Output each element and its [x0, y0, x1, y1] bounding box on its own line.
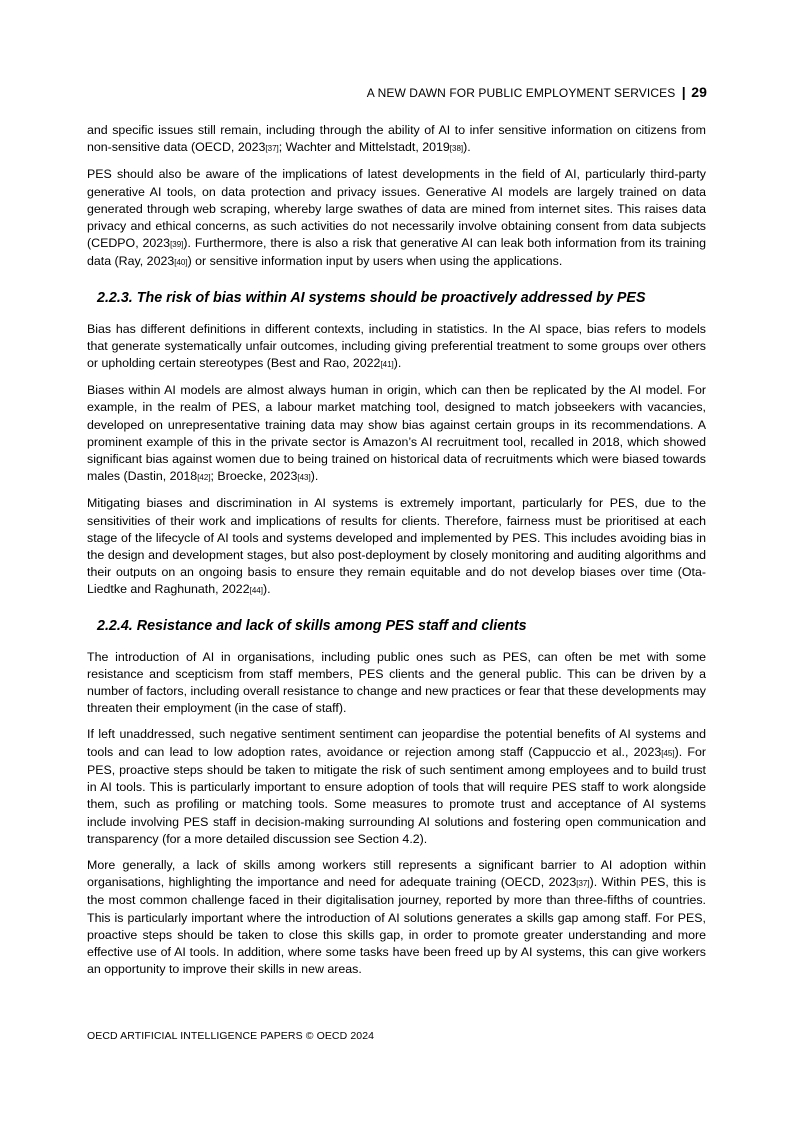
paragraph-4: [87, 382, 706, 486]
paragraph-8: [87, 857, 706, 978]
paragraph-1: [87, 122, 706, 157]
paragraph-5: [87, 495, 706, 599]
citation-ref: [42]: [197, 473, 211, 483]
paragraph-text: The introduction of AI in organisations, including public ones such as PES, can often be met with some resistance and scepticism from staff members, PES clients and the general public. This can be driven by a number of factors, including overall resistance to change and new practices or fear that these developments may threaten their employment (in the case of staff).: [87, 649, 706, 716]
citation-ref: [43]: [297, 473, 311, 483]
citation-ref: [38]: [449, 144, 464, 154]
citation-ref: [45]: [661, 748, 675, 758]
page-number: 29: [691, 84, 707, 100]
paragraph-text: ) or sensitive information input by users when using the applications.: [187, 254, 563, 269]
paragraph-text: ). Furthermore, there is also a risk that generative AI can leak both information from its training data (Ray, 2023: [87, 236, 706, 269]
paragraph-text: ).: [262, 582, 271, 597]
paragraph-text: ).: [393, 356, 402, 371]
paragraph-text: PES should also be aware of the implications of latest developments in the field of AI, particularly third-party generative AI tools, on data protection and privacy issues. Generative AI models are largely trained on data generated through web scraping, whereby large swathes of data are mined from internet sites. This raises data privacy and ethical concerns, as such activities do not necessarily involve obtaining consent from data subjects (CEDPO, 2023: [87, 167, 706, 251]
paragraph-6: [87, 649, 706, 718]
running-footer: OECD ARTIFICIAL INTELLIGENCE PAPERS © OECD 2024: [87, 1030, 375, 1042]
paragraph-text: ). For PES, proactive steps should be taken to mitigate the risk of such sentiment among employees and to build trust in AI tools. This is particularly important to ensure adoption of tools that will require PES staff to work alongside them, such as profiling or matching tools. Some measures to promote trust and acceptance of AI systems include involving PES staff in decision-making surrounding AI solutions and fostering open communication and transparency (for a more detailed discussion see Section 4.2).: [87, 744, 706, 846]
citation-ref: [40]: [174, 258, 188, 268]
header-title: A NEW DAWN FOR PUBLIC EMPLOYMENT SERVICES: [366, 86, 676, 100]
paragraph-text: Biases within AI models are almost always human in origin, which can then be replicated by the AI model. For example, in the realm of PES, a labour market matching tool, designed to match jobseekers with vacancies, developed on unrepresentative training data may show bias against certain groups in its recommendations. A prominent example of this in the private sector is Amazon’s AI recruitment tool, recalled in 2018, which showed significant bias against women due to being trained on historical data of recruitments which were biased towards males (Dastin, 2018: [87, 383, 706, 484]
paragraph-text: More generally, a lack of skills among workers still represents a significant barrier to AI adoption within organisations, highlighting the importance and need for adequate training (OECD, 2023: [87, 857, 706, 890]
section-heading-2-2-4: 2.2.4. Resistance and lack of skills among PES staff and clients: [97, 617, 527, 634]
body-text: [87, 122, 706, 987]
paragraph-text: ). Within PES, this is the most common challenge faced in their digitalisation journey, reported by more than three-fifths of countries. This is particularly important where the introduction of AI solutions generates a skills gap among staff. For PES, proactive steps should be taken to close this skills gap, in order to promote greater understanding and more effective use of AI tools. In addition, where some tasks have been freed up by AI systems, this can give workers an opportunity to improve their skills in new areas.: [87, 875, 706, 977]
paragraph-text: If left unaddressed, such negative sentiment sentiment can jeopardise the potential benefits of AI systems and tools and can lead to low adoption rates, avoidance or rejection among staff (Cappuccio et al., 2023: [87, 727, 706, 759]
paragraph-text: and specific issues still remain, including through the ability of AI to infer sensitive information on citizens from non-sensitive data (OECD, 2023: [87, 123, 706, 155]
paragraph-text: ).: [463, 140, 471, 155]
running-header: [367, 84, 707, 100]
paragraph-text: ; Wachter and Mittelstadt, 2019: [278, 140, 450, 155]
header-separator: |: [681, 84, 686, 100]
citation-ref: [44]: [249, 586, 263, 596]
citation-ref: [41]: [380, 360, 394, 370]
citation-ref: [39]: [170, 240, 184, 250]
paragraph-text: Bias has different definitions in different contexts, including in statistics. In the AI space, bias refers to models that generate systematically unfair outcomes, including giving preferential treatment to some groups over others or upholding certain stereotypes (Best and Rao, 2022: [87, 321, 706, 371]
citation-ref: [37]: [265, 144, 279, 154]
section-heading-2-2-3: 2.2.3. The risk of bias within AI systems should be proactively addressed by PES: [97, 289, 646, 306]
paragraph-text: ).: [310, 469, 319, 484]
paragraph-text: Mitigating biases and discrimination in AI systems is extremely important, particularly for PES, due to the sensitivities of their work and implications of results for clients. Therefore, fairness must be prioritised at each stage of the lifecycle of AI tools and systems developed and implemented by PES. This includes avoiding bias in the design and development stages, but also post-deployment by closely monitoring and auditing algorithms and their outputs on an ongoing basis to ensure they remain equitable and do not develop biases over time (Ota-Liedtke and Raghunath, 2022: [87, 496, 706, 597]
paragraph-text: ; Broecke, 2023: [210, 469, 298, 484]
paragraph-7: [87, 726, 706, 847]
citation-ref: [37]: [576, 879, 590, 889]
paragraph-2: [87, 166, 706, 271]
paragraph-3: [87, 321, 706, 374]
